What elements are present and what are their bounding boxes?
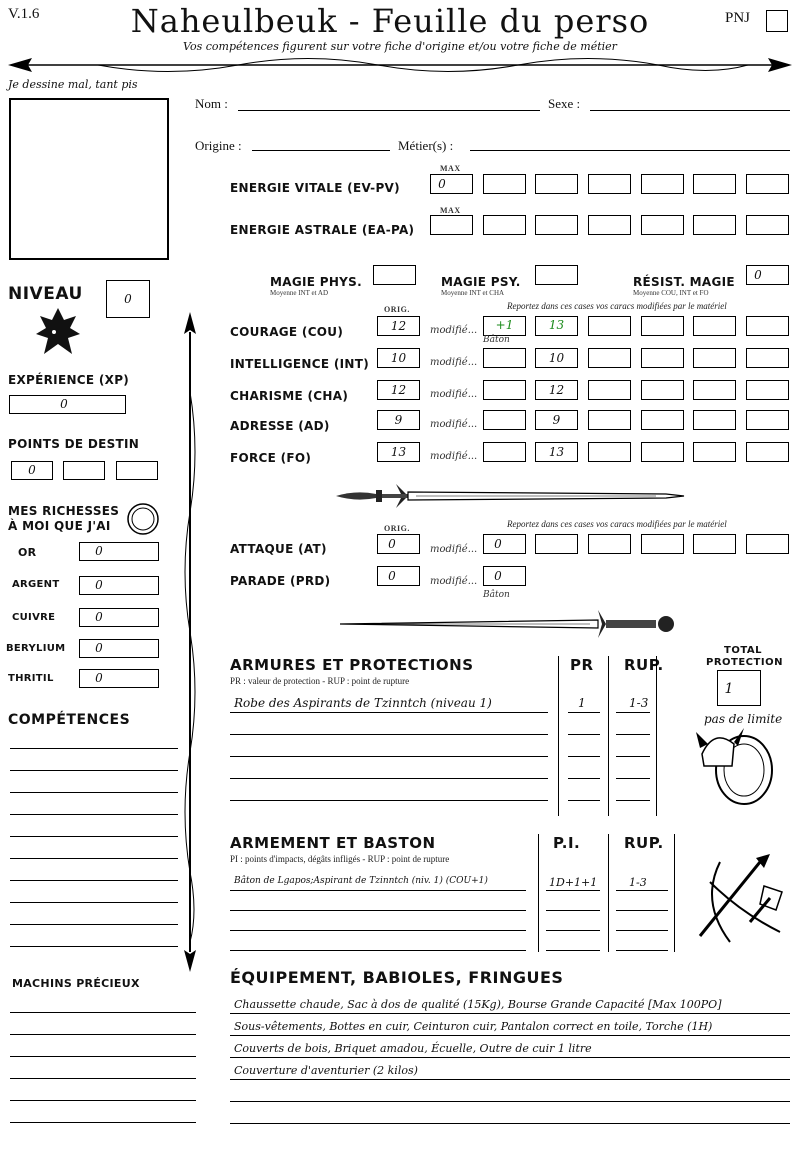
arme-rup-line[interactable] xyxy=(616,910,668,911)
arme-pi-line[interactable] xyxy=(546,930,600,931)
metier-label: Métier(s) : xyxy=(398,138,454,153)
magie-psy-label: MAGIE PSY. xyxy=(441,275,521,289)
richesses-label-2: À MOI QUE J'AI xyxy=(8,519,111,533)
competence-line[interactable] xyxy=(10,858,178,859)
fo-result-value: 13 xyxy=(548,445,565,459)
int-box-5[interactable] xyxy=(641,348,684,368)
destin-value: 0 xyxy=(28,463,36,477)
portrait-caption: Je dessine mal, tant pis xyxy=(8,78,138,91)
ad-box-4[interactable] xyxy=(588,410,631,430)
ev-box-2[interactable] xyxy=(483,174,526,194)
equipement-line-4: Couverture d'aventurier (2 kilos) xyxy=(234,1064,418,1077)
ea-box-2[interactable] xyxy=(483,215,526,235)
ev-box-7[interactable] xyxy=(746,174,789,194)
equipement-title: ÉQUIPEMENT, BABIOLES, FRINGUES xyxy=(230,968,564,987)
carac-orig-header: ORIG. xyxy=(384,305,410,314)
fo-modifie-label: modifié... xyxy=(430,451,478,462)
resist-magie-sub: Moyenne COU, INT et FO xyxy=(633,289,709,297)
sexe-label: Sexe : xyxy=(548,96,581,111)
ea-box-3[interactable] xyxy=(535,215,578,235)
armure-line[interactable] xyxy=(230,778,548,779)
at-orig-value: 0 xyxy=(388,537,396,551)
ea-box-5[interactable] xyxy=(641,215,684,235)
sword-icon xyxy=(340,608,680,640)
equipement-line[interactable] xyxy=(230,1057,790,1058)
fo-orig-value: 13 xyxy=(390,445,407,459)
arme-rup-line[interactable] xyxy=(616,930,668,931)
prd-result-value: 0 xyxy=(494,569,502,583)
armure-rup-line[interactable] xyxy=(616,778,650,779)
total-protection-value: 1 xyxy=(724,681,734,697)
ea-box-6[interactable] xyxy=(693,215,736,235)
armure-pr: 1 xyxy=(578,696,586,710)
ea-label: ENERGIE ASTRALE (EA-PA) xyxy=(230,223,415,237)
experience-value: 0 xyxy=(60,397,68,411)
nom-field[interactable] xyxy=(238,110,540,111)
machin-line[interactable] xyxy=(10,1034,196,1035)
arme-line[interactable] xyxy=(230,910,526,911)
equipement-line-3: Couverts de bois, Briquet amadou, Écuelle, Outre de cuir 1 litre xyxy=(234,1042,592,1055)
cou-box-7[interactable] xyxy=(746,316,789,336)
competence-line[interactable] xyxy=(10,924,178,925)
total-protection-label-1: TOTAL xyxy=(724,645,762,656)
or-label: OR xyxy=(18,546,37,559)
int-mod-box[interactable] xyxy=(483,348,526,368)
machin-line[interactable] xyxy=(10,1012,196,1013)
resist-magie-value: 0 xyxy=(754,268,762,282)
arme-line[interactable] xyxy=(230,950,526,951)
fo-box-7[interactable] xyxy=(746,442,789,462)
page-subtitle: Vos compétences figurent sur votre fiche d'origine et/ou votre fiche de métier xyxy=(183,40,617,53)
at-result-value: 0 xyxy=(494,537,502,551)
at-box-4[interactable] xyxy=(588,534,631,554)
equipement-line[interactable] xyxy=(230,1079,790,1080)
competences-label: COMPÉTENCES xyxy=(8,712,131,728)
competence-line[interactable] xyxy=(10,770,178,771)
fo-box-4[interactable] xyxy=(588,442,631,462)
ev-value: 0 xyxy=(438,177,446,191)
combat-orig-header: ORIG. xyxy=(384,524,410,533)
ad-box-6[interactable] xyxy=(693,410,736,430)
armure-line[interactable] xyxy=(230,712,548,713)
ev-box-6[interactable] xyxy=(693,174,736,194)
origine-field[interactable] xyxy=(252,150,390,151)
armures-divider xyxy=(656,656,657,816)
armement-title: ARMEMENT ET BASTON xyxy=(230,834,436,852)
arme-rup-line[interactable] xyxy=(616,950,668,951)
ad-modifie-label: modifié... xyxy=(430,419,478,430)
magie-psy-box[interactable] xyxy=(535,265,578,285)
armure-name: Robe des Aspirants de Tzinntch (niveau 1) xyxy=(234,696,492,710)
niveau-value: 0 xyxy=(124,292,132,306)
cha-label: CHARISME (CHA) xyxy=(230,389,349,403)
cha-box-4[interactable] xyxy=(588,380,631,400)
thritil-value: 0 xyxy=(95,671,103,685)
armement-col-pi: P.I. xyxy=(553,834,581,852)
armure-line[interactable] xyxy=(230,800,548,801)
arme-rup: 1-3 xyxy=(629,876,647,889)
armure-pr-line[interactable] xyxy=(568,800,600,801)
equipement-line-1: Chaussette chaude, Sac à dos de qualité (15Kg), Bourse Grande Capacité [Max 100PO] xyxy=(234,998,722,1011)
equipement-line[interactable] xyxy=(230,1013,790,1014)
ev-box-3[interactable] xyxy=(535,174,578,194)
int-orig-value: 10 xyxy=(390,351,407,365)
cou-mod-value: +1 xyxy=(495,318,514,332)
destin-label: POINTS DE DESTIN xyxy=(8,437,140,451)
armures-divider xyxy=(558,656,559,816)
metier-field[interactable] xyxy=(470,150,790,151)
machin-line[interactable] xyxy=(10,1122,196,1123)
sword-icon xyxy=(336,482,686,510)
cou-box-5[interactable] xyxy=(641,316,684,336)
armement-divider xyxy=(538,834,539,952)
armure-rup: 1-3 xyxy=(629,696,649,710)
arme-rup-line[interactable] xyxy=(616,890,668,891)
int-box-7[interactable] xyxy=(746,348,789,368)
cha-box-5[interactable] xyxy=(641,380,684,400)
armure-pr-line[interactable] xyxy=(568,712,600,713)
berylium-value: 0 xyxy=(95,641,103,655)
cha-box-7[interactable] xyxy=(746,380,789,400)
thritil-label: THRITIL xyxy=(8,673,54,684)
vertical-spear-icon xyxy=(178,312,202,972)
arme-line[interactable] xyxy=(230,930,526,931)
int-label: INTELLIGENCE (INT) xyxy=(230,357,369,371)
armement-divider xyxy=(608,834,609,952)
cuivre-label: CUIVRE xyxy=(12,612,56,623)
armures-col-pr: PR xyxy=(570,656,594,674)
armure-line[interactable] xyxy=(230,756,548,757)
int-result-value: 10 xyxy=(548,351,565,365)
competence-line[interactable] xyxy=(10,748,178,749)
pnj-checkbox[interactable] xyxy=(766,10,788,32)
competence-line[interactable] xyxy=(10,814,178,815)
competence-line[interactable] xyxy=(10,902,178,903)
ea-max-box[interactable] xyxy=(430,215,473,235)
cuivre-value: 0 xyxy=(95,610,103,624)
total-protection-label-2: PROTECTION xyxy=(706,657,783,668)
equipement-line[interactable] xyxy=(230,1123,790,1124)
cou-result-value: 13 xyxy=(548,318,565,332)
armures-sub: PR : valeur de protection - RUP : point de rupture xyxy=(230,676,410,686)
arme-pi-line[interactable] xyxy=(546,910,600,911)
armures-title: ARMURES ET PROTECTIONS xyxy=(230,656,474,674)
cou-box-6[interactable] xyxy=(693,316,736,336)
destin-box-3[interactable] xyxy=(116,461,158,480)
arme-line[interactable] xyxy=(230,890,526,891)
ev-label: ENERGIE VITALE (EV-PV) xyxy=(230,181,400,195)
cou-baton-note: Bâton xyxy=(483,335,510,345)
fo-mod-box[interactable] xyxy=(483,442,526,462)
armure-rup-line[interactable] xyxy=(616,734,650,735)
magie-phys-label: MAGIE PHYS. xyxy=(270,275,362,289)
at-modifie-label: modifié... xyxy=(430,544,478,555)
cou-label: COURAGE (COU) xyxy=(230,325,344,339)
arme-name: Bâton de Lgapos;Aspirant de Tzinntch (niv. 1) (COU+1) xyxy=(234,876,488,886)
fo-label: FORCE (FO) xyxy=(230,451,312,465)
equipement-line[interactable] xyxy=(230,1035,790,1036)
niveau-label: NIVEAU xyxy=(8,284,83,304)
origine-label: Origine : xyxy=(195,138,242,153)
int-modifie-label: modifié... xyxy=(430,357,478,368)
experience-label: EXPÉRIENCE (XP) xyxy=(8,373,130,387)
competence-line[interactable] xyxy=(10,792,178,793)
prd-baton-note: Bâton xyxy=(483,590,510,600)
ea-max-label: MAX xyxy=(440,206,461,215)
ad-box-7[interactable] xyxy=(746,410,789,430)
magie-phys-sub: Moyenne INT et AD xyxy=(270,289,328,297)
at-box-3[interactable] xyxy=(535,534,578,554)
richesses-label-1: MES RICHESSES xyxy=(8,504,120,518)
armure-rup-line[interactable] xyxy=(616,712,650,713)
ev-box-5[interactable] xyxy=(641,174,684,194)
competence-line[interactable] xyxy=(10,836,178,837)
prd-modifie-label: modifié... xyxy=(430,576,478,587)
fo-box-5[interactable] xyxy=(641,442,684,462)
dragon-icon xyxy=(32,304,84,364)
ev-max-label: MAX xyxy=(440,164,461,173)
argent-value: 0 xyxy=(95,578,103,592)
armures-divider xyxy=(608,656,609,816)
destin-box-2[interactable] xyxy=(63,461,105,480)
magie-phys-box[interactable] xyxy=(373,265,416,285)
machin-line[interactable] xyxy=(10,1056,196,1057)
armure-line[interactable] xyxy=(230,734,548,735)
at-label: ATTAQUE (AT) xyxy=(230,542,327,556)
or-value: 0 xyxy=(95,544,103,558)
competence-line[interactable] xyxy=(10,946,178,947)
arme-pi: 1D+1+1 xyxy=(549,876,598,889)
berylium-label: BERYLIUM xyxy=(6,643,66,654)
ad-mod-box[interactable] xyxy=(483,410,526,430)
at-box-7[interactable] xyxy=(746,534,789,554)
nom-label: Nom : xyxy=(195,96,228,111)
cou-modifie-label: modifié... xyxy=(430,325,478,336)
resist-magie-label: RÉSIST. MAGIE xyxy=(633,275,735,289)
armure-pr-line[interactable] xyxy=(568,756,600,757)
arme-pi-line[interactable] xyxy=(546,950,600,951)
helmet-shield-icon xyxy=(696,724,776,810)
int-box-6[interactable] xyxy=(693,348,736,368)
ea-box-7[interactable] xyxy=(746,215,789,235)
armement-sub: PI : points d'impacts, dégâts infligés - RUP : point de rupture xyxy=(230,854,450,864)
cou-orig-value: 12 xyxy=(390,319,407,333)
cha-orig-value: 12 xyxy=(390,383,407,397)
cha-result-value: 12 xyxy=(548,383,565,397)
carac-note: Reportez dans ces cases vos caracs modifiées par le matériel xyxy=(507,301,727,311)
weapons-icon xyxy=(690,852,790,948)
prd-label: PARADE (PRD) xyxy=(230,574,331,588)
equipement-line-2: Sous-vêtements, Bottes en cuir, Ceinturon cuir, Pantalon correct en toile, Torche (1H) xyxy=(234,1020,713,1033)
at-box-6[interactable] xyxy=(693,534,736,554)
armure-rup-line[interactable] xyxy=(616,800,650,801)
sexe-field[interactable] xyxy=(590,110,790,111)
competence-line[interactable] xyxy=(10,880,178,881)
ad-orig-value: 9 xyxy=(394,413,403,427)
fo-box-6[interactable] xyxy=(693,442,736,462)
armures-col-rup: RUP. xyxy=(624,656,664,674)
armure-rup-line[interactable] xyxy=(616,756,650,757)
armure-pr-line[interactable] xyxy=(568,734,600,735)
equipement-line[interactable] xyxy=(230,1101,790,1102)
machin-line[interactable] xyxy=(10,1078,196,1079)
prd-orig-value: 0 xyxy=(388,569,396,583)
cha-box-6[interactable] xyxy=(693,380,736,400)
at-box-5[interactable] xyxy=(641,534,684,554)
page-title: Naheulbeuk - Feuille du perso xyxy=(130,2,650,40)
int-box-4[interactable] xyxy=(588,348,631,368)
ev-box-4[interactable] xyxy=(588,174,631,194)
ad-result-value: 9 xyxy=(552,413,561,427)
version-label: V.1.6 xyxy=(8,6,40,22)
armement-divider xyxy=(674,834,675,952)
armement-col-rup: RUP. xyxy=(624,834,664,852)
spear-divider xyxy=(8,52,792,78)
ad-label: ADRESSE (AD) xyxy=(230,419,330,433)
portrait-frame[interactable] xyxy=(9,98,169,260)
cha-mod-box[interactable] xyxy=(483,380,526,400)
cou-box-4[interactable] xyxy=(588,316,631,336)
coin-icon xyxy=(126,502,160,536)
pas-de-limite-note: pas de limite xyxy=(704,712,783,726)
machins-label: MACHINS PRÉCIEUX xyxy=(12,977,140,990)
ad-box-5[interactable] xyxy=(641,410,684,430)
argent-label: ARGENT xyxy=(12,579,60,590)
ea-box-4[interactable] xyxy=(588,215,631,235)
arme-pi-line[interactable] xyxy=(546,890,600,891)
pnj-label: PNJ xyxy=(725,10,751,26)
armure-pr-line[interactable] xyxy=(568,778,600,779)
cha-modifie-label: modifié... xyxy=(430,389,478,400)
machin-line[interactable] xyxy=(10,1100,196,1101)
magie-psy-sub: Moyenne INT et CHA xyxy=(441,289,505,297)
combat-note: Reportez dans ces cases vos caracs modifiées par le matériel xyxy=(507,519,727,529)
